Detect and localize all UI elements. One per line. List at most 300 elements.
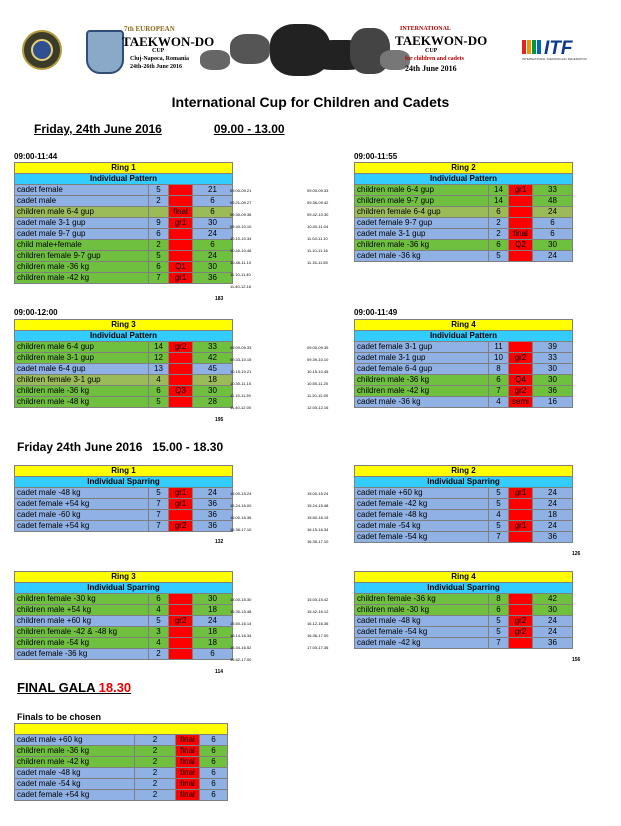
ring-category: Individual Sparring — [15, 583, 233, 594]
table-row — [15, 735, 228, 746]
duration-minutes: 24 — [533, 251, 573, 262]
duration-minutes: 39 — [533, 342, 573, 353]
division-label: children female 6-4 gup — [355, 207, 489, 218]
stage-badge: gr2 — [509, 627, 533, 638]
time-slot: 09.39-10.10 — [307, 357, 329, 362]
event-cup: CUP — [152, 48, 165, 54]
time-slot: 16.36-17.10 — [230, 527, 252, 532]
time-slot: 15.30-15.48 — [230, 609, 252, 614]
division-label: children male 3-1 gup — [15, 353, 149, 364]
competitor-count: 4 — [489, 397, 509, 408]
competitor-count: 14 — [489, 185, 509, 196]
duration-minutes: 24 — [533, 488, 573, 499]
stage-badge — [169, 638, 193, 649]
ring-table — [14, 162, 233, 284]
duration-minutes: 30 — [533, 375, 573, 386]
competitor-count: 5 — [489, 627, 509, 638]
table-row — [15, 196, 233, 207]
division-label: children male -48 kg — [15, 397, 149, 408]
division-label: children male -42 kg — [355, 386, 489, 397]
competitor-count: 4 — [149, 638, 169, 649]
final-badge: final — [176, 768, 200, 779]
competitor-count: 5 — [489, 499, 509, 510]
division-label: children male 6-4 gup — [15, 342, 149, 353]
event-top: 7th EUROPEAN — [124, 25, 175, 33]
final-competitor-count: 2 — [135, 768, 176, 779]
time-slot: 09.00-09.33 — [307, 188, 329, 193]
time-slot: 15.00-15.24 — [230, 491, 252, 496]
table-row — [15, 273, 233, 284]
table-row — [355, 218, 573, 229]
final-division-label: cadet male -48 kg — [15, 768, 135, 779]
competitor-count: 7 — [149, 273, 169, 284]
division-label: cadet male +60 kg — [355, 488, 489, 499]
time-slot: 15.42-16.12 — [307, 609, 329, 614]
duration-minutes: 33 — [193, 342, 233, 353]
duration-minutes: 42 — [193, 353, 233, 364]
duration-minutes: 30 — [533, 240, 573, 251]
duration-minutes: 18 — [193, 375, 233, 386]
division-label: cadet female +54 kg — [15, 521, 149, 532]
stage-badge — [509, 218, 533, 229]
time-slot: 09.42-10.30 — [307, 212, 329, 217]
duration-minutes: 24 — [193, 616, 233, 627]
division-label: children male -36 kg — [355, 375, 489, 386]
final-badge: final — [176, 746, 200, 757]
final-division-label: children male -42 kg — [15, 757, 135, 768]
duration-minutes: 24 — [533, 616, 573, 627]
competitor-count: 2 — [489, 218, 509, 229]
division-label: cadet female 9-7 gup — [355, 218, 489, 229]
session1-header: Friday, 24th June 2016 09.00 - 13.00 — [34, 122, 285, 136]
stage-badge — [169, 185, 193, 196]
duration-minutes: 30 — [193, 386, 233, 397]
time-slot: 11.40-12.16 — [230, 284, 252, 289]
duration-minutes: 33 — [533, 185, 573, 196]
table-row — [15, 229, 233, 240]
division-label: cadet male -42 kg — [355, 638, 489, 649]
time-slot: 11.16-11.55 — [307, 260, 328, 265]
table-row — [355, 251, 573, 262]
division-label: children male 9-7 gup — [355, 196, 489, 207]
division-label: children male -36 kg — [355, 240, 489, 251]
time-slot: 09.00-09.21 — [230, 188, 252, 193]
table-row — [15, 779, 228, 790]
competitor-count: 6 — [489, 207, 509, 218]
finals-table — [14, 723, 228, 801]
final-badge: final — [176, 757, 200, 768]
stage-badge: gr1 — [169, 499, 193, 510]
cup-word: CUP — [425, 48, 438, 54]
table-row — [355, 386, 573, 397]
duration-minutes: 30 — [533, 364, 573, 375]
stage-badge — [509, 342, 533, 353]
table-row — [15, 397, 233, 408]
table-row — [15, 790, 228, 801]
table-row — [15, 649, 233, 660]
duration-minutes: 24 — [193, 251, 233, 262]
competitor-count: 13 — [149, 364, 169, 375]
duration-minutes: 24 — [533, 521, 573, 532]
time-slot: 16.52-17.00 — [230, 657, 252, 662]
time-slot: 16.00-16.36 — [230, 515, 252, 520]
table-row — [15, 616, 233, 627]
ring-table — [14, 465, 233, 532]
time-slot: 16.12-16.36 — [307, 621, 329, 626]
table-row — [15, 240, 233, 251]
table-row — [15, 353, 233, 364]
table-row — [355, 240, 573, 251]
duration-minutes: 30 — [193, 218, 233, 229]
stage-badge — [509, 499, 533, 510]
ring-total-minutes: 183 — [215, 296, 224, 302]
division-label: children male -36 kg — [15, 386, 149, 397]
table-row — [355, 627, 573, 638]
stage-badge — [169, 196, 193, 207]
stage-badge: gr2 — [169, 616, 193, 627]
duration-minutes: 45 — [193, 364, 233, 375]
table-row — [355, 532, 573, 543]
table-row — [355, 510, 573, 521]
time-slot: 09.30-09.36 — [230, 212, 252, 217]
time-slot: 17.00-17.36 — [307, 645, 329, 650]
ring-category: Individual Sparring — [355, 583, 573, 594]
stage-badge: Q3 — [169, 386, 193, 397]
table-row — [355, 229, 573, 240]
stage-badge — [509, 196, 533, 207]
final-gala-heading: FINAL GALA 18.30 — [17, 680, 132, 695]
competitor-count: 5 — [149, 488, 169, 499]
final-duration: 6 — [200, 779, 228, 790]
final-badge: final — [176, 735, 200, 746]
time-slot: 11.10-11.16 — [307, 248, 328, 253]
city-crest — [86, 30, 124, 74]
competitor-count: 7 — [149, 521, 169, 532]
ring-category: Individual Pattern — [355, 174, 573, 185]
competitor-count: 4 — [149, 605, 169, 616]
division-label: cadet male -36 kg — [355, 397, 489, 408]
duration-minutes: 18 — [193, 605, 233, 616]
stage-badge — [509, 207, 533, 218]
time-slot: 09.21-09.27 — [230, 200, 252, 205]
final-duration: 6 — [200, 746, 228, 757]
competitor-count: 11 — [489, 342, 509, 353]
duration-minutes: 24 — [533, 627, 573, 638]
club-emblem — [22, 30, 62, 70]
stage-badge — [169, 605, 193, 616]
competitor-count: 9 — [149, 218, 169, 229]
ring-time-label: 09:00-11:49 — [354, 308, 398, 317]
time-slot: 09.36-09.42 — [307, 200, 329, 205]
competitor-count: 6 — [149, 386, 169, 397]
division-label: children female 3-1 gup — [15, 375, 149, 386]
stage-badge — [509, 605, 533, 616]
final-duration: 6 — [200, 768, 228, 779]
division-label: children female -36 kg — [355, 594, 489, 605]
time-slot: 09.33-10.15 — [230, 357, 252, 362]
stage-badge — [169, 229, 193, 240]
division-label: cadet male -48 kg — [355, 616, 489, 627]
competitor-count: 2 — [149, 649, 169, 660]
time-slot: 10.15-10.45 — [307, 369, 329, 374]
final-competitor-count: 2 — [135, 746, 176, 757]
division-label: children male -36 kg — [15, 262, 149, 273]
time-slot: 09.40-10.10 — [230, 224, 252, 229]
division-label: cadet female -54 kg — [355, 532, 489, 543]
final-badge: final — [176, 779, 200, 790]
stage-badge — [509, 251, 533, 262]
finals-note: Finals to be chosen — [17, 712, 102, 722]
competitor-count: 5 — [149, 185, 169, 196]
stage-badge: gr1 — [509, 185, 533, 196]
competitor-count: 5 — [149, 397, 169, 408]
competitor-count: 7 — [489, 532, 509, 543]
duration-minutes: 24 — [533, 207, 573, 218]
time-slot: 15.50-16.15 — [307, 515, 329, 520]
stage-badge: gr1 — [169, 218, 193, 229]
competitor-count: 6 — [489, 240, 509, 251]
time-slot: 15.00-15.42 — [307, 597, 329, 602]
event-location: Cluj-Napoca, Romania — [130, 56, 190, 62]
duration-minutes: 36 — [193, 510, 233, 521]
ring-total-minutes: 156 — [572, 657, 581, 663]
cup-top: INTERNATIONAL — [400, 26, 451, 32]
competitor-count: 5 — [489, 488, 509, 499]
table-row — [15, 638, 233, 649]
stage-badge: gr1 — [169, 273, 193, 284]
time-slot: 10.30-11.15 — [230, 381, 252, 386]
table-row — [15, 768, 228, 779]
competitor-count: 4 — [149, 375, 169, 386]
division-label: cadet male -60 kg — [15, 510, 149, 521]
stage-badge: gr1 — [509, 488, 533, 499]
ring-name: Ring 1 — [15, 466, 233, 477]
competitor-count: 5 — [149, 616, 169, 627]
table-row — [355, 364, 573, 375]
session2-header: Friday 24th June 2016 15.00 - 18.30 — [17, 440, 224, 454]
stage-badge — [509, 532, 533, 543]
ring-table — [354, 571, 573, 649]
ring-total-minutes: 195 — [215, 417, 224, 423]
table-row — [15, 262, 233, 273]
stage-badge — [169, 364, 193, 375]
stage-badge: gr2 — [169, 521, 193, 532]
duration-minutes: 18 — [533, 510, 573, 521]
time-slot: 09.00-09.39 — [307, 345, 329, 350]
stage-badge: semi — [509, 397, 533, 408]
table-row — [355, 196, 573, 207]
ring-name: Ring 2 — [355, 466, 573, 477]
table-row — [355, 605, 573, 616]
division-label: cadet male 3-1 gup — [15, 218, 149, 229]
competitor-count: 14 — [489, 196, 509, 207]
cup-name: TAEKWON-DO — [395, 33, 488, 48]
event-name: TAEKWON-DO — [122, 34, 215, 49]
ring-category: Individual Pattern — [355, 331, 573, 342]
time-slot: 10.46-11.10 — [230, 260, 252, 265]
division-label: children female 9-7 gup — [15, 251, 149, 262]
time-slot: 12.00-12.16 — [307, 405, 329, 410]
duration-minutes: 6 — [193, 207, 233, 218]
competitor-count: 6 — [149, 594, 169, 605]
final-duration: 6 — [200, 790, 228, 801]
division-label: child male+female — [15, 240, 149, 251]
division-label: children male -54 kg — [15, 638, 149, 649]
ring-table — [354, 465, 573, 543]
duration-minutes: 36 — [193, 521, 233, 532]
stage-badge — [169, 353, 193, 364]
time-slot: 16.15-16.34 — [307, 527, 329, 532]
division-label: cadet female — [15, 185, 149, 196]
competitor-count: 8 — [489, 364, 509, 375]
table-row — [15, 499, 233, 510]
competitor-count: 7 — [149, 499, 169, 510]
ring-table — [14, 319, 233, 408]
time-slot: 09.00-09.33 — [230, 345, 252, 350]
duration-minutes: 28 — [193, 397, 233, 408]
ring-name: Ring 2 — [355, 163, 573, 174]
ring-total-minutes: 114 — [215, 669, 224, 675]
division-label: cadet male 3-1 gup — [355, 229, 489, 240]
competitor-count: 2 — [489, 229, 509, 240]
competitor-count: 5 — [489, 251, 509, 262]
stage-badge — [509, 510, 533, 521]
duration-minutes: 30 — [193, 262, 233, 273]
stage-badge — [169, 251, 193, 262]
duration-minutes: 21 — [193, 185, 233, 196]
competitor-count: 5 — [489, 616, 509, 627]
competitor-count: 12 — [149, 353, 169, 364]
duration-minutes: 18 — [193, 638, 233, 649]
division-label: cadet female +54 kg — [15, 499, 149, 510]
competitor-count: 5 — [149, 251, 169, 262]
division-label: children female -42 & -48 kg — [15, 627, 149, 638]
table-row — [15, 386, 233, 397]
division-label: cadet female -54 kg — [355, 627, 489, 638]
duration-minutes: 36 — [533, 532, 573, 543]
table-row — [15, 521, 233, 532]
stage-badge: gr2 — [509, 386, 533, 397]
stage-badge: gr2 — [509, 353, 533, 364]
final-division-label: children male -36 kg — [15, 746, 135, 757]
ring-name: Ring 4 — [355, 572, 573, 583]
time-slot: 11.40-12.00 — [230, 405, 252, 410]
ring-time-label: 09:00-11:44 — [14, 152, 58, 161]
stage-badge — [169, 627, 193, 638]
ring-category: Individual Sparring — [15, 477, 233, 488]
table-row — [15, 342, 233, 353]
duration-minutes: 30 — [193, 594, 233, 605]
duration-minutes: 6 — [533, 218, 573, 229]
competitor-count: 10 — [489, 353, 509, 364]
competitor-count: 2 — [149, 240, 169, 251]
time-slot: 16.35-17.10 — [307, 539, 329, 544]
table-row — [355, 185, 573, 196]
ring-category: Individual Pattern — [15, 174, 233, 185]
ring-time-label: 09:00-12:00 — [14, 308, 58, 317]
division-label: cadet male -48 kg — [15, 488, 149, 499]
table-row — [15, 251, 233, 262]
division-label: children male +60 kg — [15, 616, 149, 627]
final-division-label: cadet male +60 kg — [15, 735, 135, 746]
division-label: children male 6-4 gup — [355, 185, 489, 196]
table-row — [15, 510, 233, 521]
duration-minutes: 33 — [533, 353, 573, 364]
table-row — [355, 638, 573, 649]
stage-badge: gr2 — [169, 342, 193, 353]
duration-minutes: 6 — [193, 649, 233, 660]
stage-badge — [509, 594, 533, 605]
final-division-label: cadet male -54 kg — [15, 779, 135, 790]
division-label: children male 6-4 gup — [15, 207, 149, 218]
cup-sub: for children and cadets — [405, 56, 464, 62]
competitor-count — [149, 207, 169, 218]
ring-total-minutes: 132 — [215, 539, 224, 545]
ring-name: Ring 3 — [15, 572, 233, 583]
table-row — [15, 594, 233, 605]
time-slot: 15.24-16.00 — [230, 503, 252, 508]
time-slot: 11.20-12.00 — [307, 393, 329, 398]
competitor-count: 4 — [489, 510, 509, 521]
table-row — [15, 627, 233, 638]
duration-minutes: 24 — [193, 488, 233, 499]
stage-badge: Q2 — [509, 240, 533, 251]
table-row — [15, 364, 233, 375]
itf-logo: ITF INTERNATIONAL TAEKWON-DO FEDERATION — [522, 38, 587, 61]
duration-minutes: 24 — [533, 499, 573, 510]
time-slot: 11.15-11.39 — [230, 393, 251, 398]
stage-badge — [169, 649, 193, 660]
cup-date: 24th June 2016 — [405, 64, 457, 73]
ring-table — [354, 319, 573, 408]
table-row — [15, 375, 233, 386]
competitor-count: 7 — [489, 386, 509, 397]
division-label: cadet female -48 kg — [355, 510, 489, 521]
division-label: cadet female 3-1 gup — [355, 342, 489, 353]
ring-time-label: 09:00-11:55 — [354, 152, 398, 161]
stage-badge: final — [509, 229, 533, 240]
table-row — [355, 375, 573, 386]
time-slot: 15.50-16.14 — [230, 621, 252, 626]
duration-minutes: 18 — [193, 627, 233, 638]
ring-total-minutes: 126 — [572, 551, 581, 557]
stage-badge: final — [169, 207, 193, 218]
table-row — [355, 521, 573, 532]
competitor-count: 5 — [489, 521, 509, 532]
table-row — [355, 342, 573, 353]
division-label: cadet female 6-4 gup — [355, 364, 489, 375]
time-slot: 10.15-10.21 — [230, 369, 252, 374]
competitor-count: 6 — [489, 605, 509, 616]
stage-badge — [169, 397, 193, 408]
competitor-count: 7 — [149, 510, 169, 521]
stage-badge: gr2 — [509, 616, 533, 627]
final-duration: 6 — [200, 735, 228, 746]
ring-table — [14, 571, 233, 660]
time-slot: 15.00-15.30 — [230, 597, 252, 602]
table-row — [15, 605, 233, 616]
stage-badge: Q4 — [509, 375, 533, 386]
time-slot: 10.40-11.04 — [307, 224, 329, 229]
final-division-label: cadet female +54 kg — [15, 790, 135, 801]
ring-table — [354, 162, 573, 262]
final-competitor-count: 2 — [135, 735, 176, 746]
duration-minutes: 6 — [193, 196, 233, 207]
division-label: children male -42 kg — [15, 273, 149, 284]
duration-minutes: 36 — [193, 499, 233, 510]
stage-badge — [169, 240, 193, 251]
competitor-count: 7 — [489, 638, 509, 649]
